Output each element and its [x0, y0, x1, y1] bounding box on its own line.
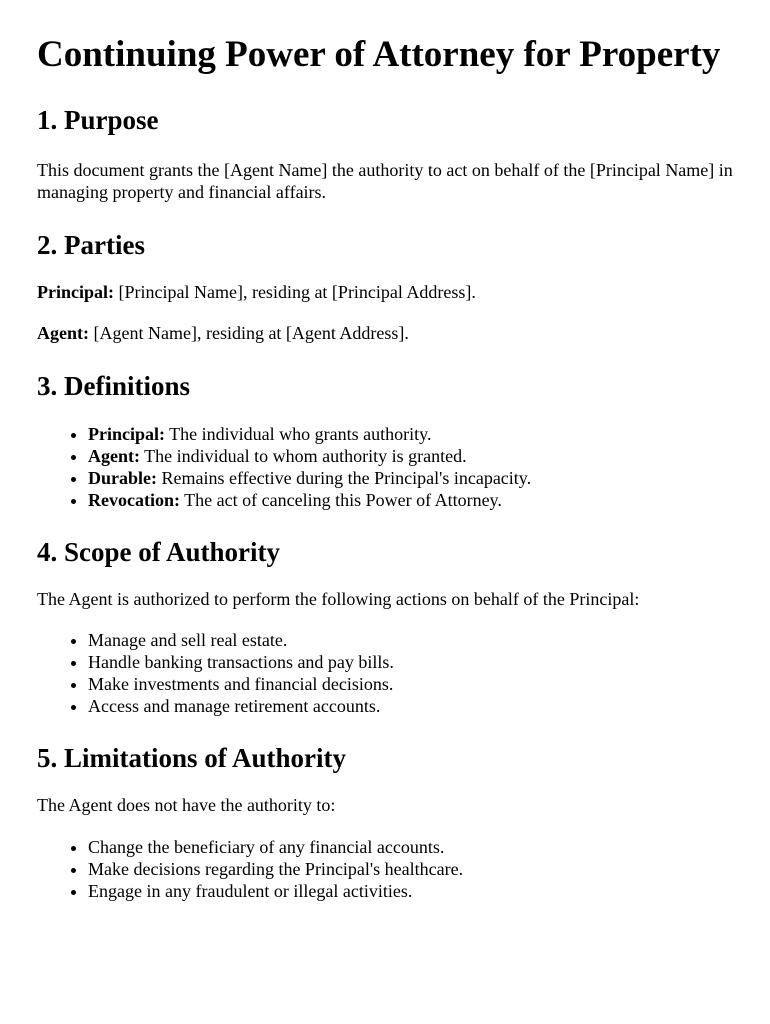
definition-item — [88, 445, 733, 467]
limitation-item: • Make decisions regarding the Principal's healthcare. — [88, 858, 733, 880]
principal-party — [37, 281, 733, 303]
scope-intro: The Agent is authorized to perform the following actions on behalf of the Principal: — [37, 589, 640, 609]
definitions-heading: 3. Definitions — [37, 371, 191, 401]
definition-term: Revocation: — [88, 490, 180, 510]
definition-item — [88, 489, 733, 511]
definition-term: Principal: — [88, 424, 165, 444]
limitations-intro: The Agent does not have the authority to: — [37, 795, 336, 815]
scope-list — [37, 629, 733, 717]
scope-item: • Manage and sell real estate. — [88, 629, 733, 651]
agent-party — [37, 322, 733, 344]
definition-text: Remains effective during the Principal's incapacity. — [157, 468, 532, 488]
document-title: Continuing Power of Attorney for Property — [37, 34, 721, 75]
scope-item: • Access and manage retirement accounts. — [88, 695, 733, 717]
definition-text: The individual to whom authority is granted. — [140, 446, 467, 466]
scope-item: • Handle banking transactions and pay bills. — [88, 651, 733, 673]
definition-text: The act of canceling this Power of Attorney. — [179, 490, 502, 510]
definitions-list — [37, 423, 733, 511]
definition-item — [88, 467, 733, 489]
limitation-item: • Change the beneficiary of any financial accounts. — [88, 836, 733, 858]
agent-label: Agent: — [37, 323, 89, 343]
definition-term: Durable: — [88, 468, 157, 488]
scope-heading: 4. Scope of Authority — [37, 537, 280, 567]
parties-heading: 2. Parties — [37, 230, 145, 260]
purpose-text: This document grants the [Agent Name] the authority to act on behalf of the [Principal Name] in managing property and financial affairs. — [37, 160, 733, 202]
limitation-item: • Engage in any fraudulent or illegal activities. — [88, 880, 733, 902]
limitations-list — [37, 836, 733, 902]
purpose-heading: 1. Purpose — [37, 105, 159, 135]
definition-item — [88, 423, 733, 445]
agent-details: [Agent Name], residing at [Agent Address]. — [89, 323, 409, 343]
scope-item: • Make investments and financial decisions. — [88, 673, 733, 695]
limitations-heading: 5. Limitations of Authority — [37, 743, 347, 773]
principal-label: Principal: — [37, 282, 114, 302]
definition-text: The individual who grants authority. — [165, 424, 432, 444]
definition-term: Agent: — [88, 446, 140, 466]
principal-details: [Principal Name], residing at [Principal Address]. — [114, 282, 476, 302]
